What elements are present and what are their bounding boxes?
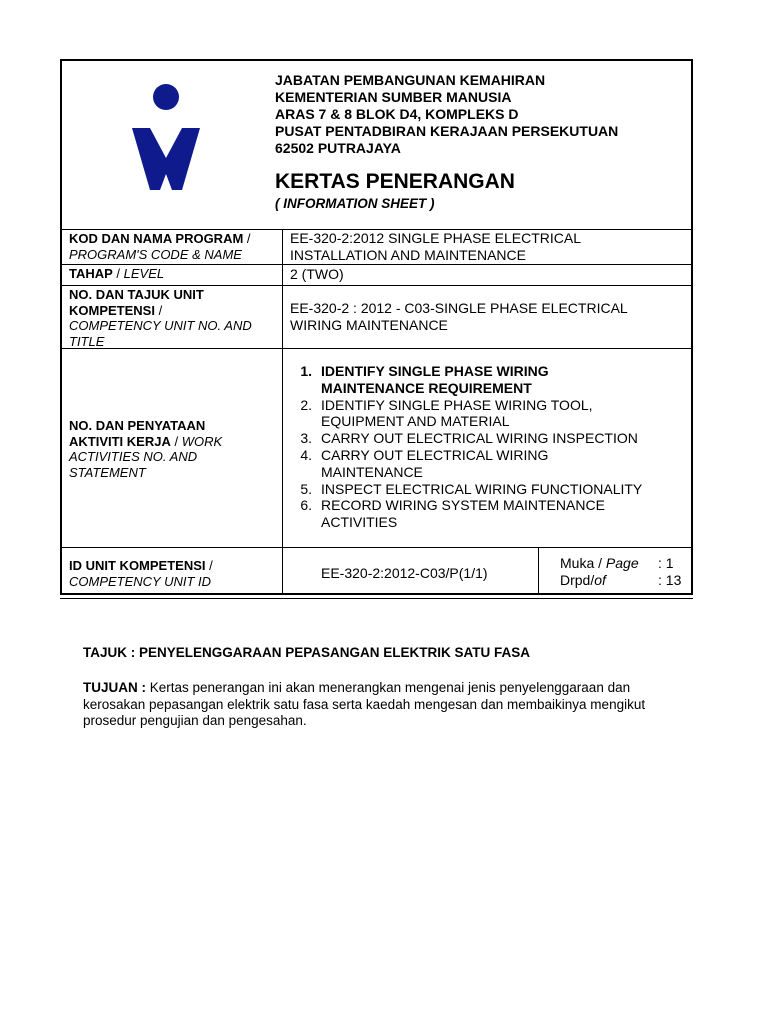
org-line: 62502 PUTRAJAYA xyxy=(275,140,401,156)
activity-item: 4. CARRY OUT ELECTRICAL WIRING MAINTENANCE xyxy=(300,446,549,480)
work-activities-label: NO. DAN PENYATAAN AKTIVITI KERJA / WORK ACTIVITIES NO. AND STATEMENT xyxy=(69,418,223,480)
document-subtitle: ( INFORMATION SHEET ) xyxy=(275,196,435,211)
table-divider xyxy=(62,285,691,286)
program-label: KOD DAN NAMA PROGRAM / PROGRAM'S CODE & NAME xyxy=(69,231,251,262)
table-divider xyxy=(62,547,691,548)
page-count-label: Muka / Page Drpd/of xyxy=(560,555,639,588)
unit-id-label: ID UNIT KOMPETENSI / COMPETENCY UNIT ID xyxy=(69,558,213,589)
column-divider xyxy=(538,547,539,593)
org-line: ARAS 7 & 8 BLOK D4, KOMPLEKS D xyxy=(275,106,519,122)
activity-item: 1. IDENTIFY SINGLE PHASE WIRING MAINTENANCE REQUIREMENT xyxy=(300,363,549,396)
work-activities-list xyxy=(290,363,642,531)
objective-paragraph xyxy=(83,680,693,730)
level-value: 2 (TWO) xyxy=(290,266,344,282)
table-divider xyxy=(62,264,691,265)
document-header-table xyxy=(60,59,693,595)
org-line: KEMENTERIAN SUMBER MANUSIA xyxy=(275,89,512,105)
total-pages: : 13 xyxy=(658,572,682,588)
level-label: TAHAP / LEVEL xyxy=(69,266,165,281)
section-title: TAJUK : PENYELENGGARAAN PEPASANGAN ELEKTRIK SATU FASA xyxy=(83,645,531,660)
document-title: KERTAS PENERANGAN xyxy=(275,170,515,193)
activity-item: 3. CARRY OUT ELECTRICAL WIRING INSPECTION xyxy=(300,430,638,447)
activity-item: 5. INSPECT ELECTRICAL WIRING FUNCTIONALITY xyxy=(300,480,643,497)
org-line: PUSAT PENTADBIRAN KERAJAAN PERSEKUTUAN xyxy=(275,123,619,139)
jpk-logo-icon xyxy=(132,82,200,190)
unit-id-value: EE-320-2:2012-C03/P(1/1) xyxy=(321,565,488,581)
column-divider xyxy=(282,229,283,593)
org-line: JABATAN PEMBANGUNAN KEMAHIRAN xyxy=(275,72,546,88)
program-value: EE-320-2:2012 SINGLE PHASE ELECTRICAL INSTALLATION AND MAINTENANCE xyxy=(290,230,582,263)
organization-address xyxy=(275,72,618,157)
page-number: : 1 xyxy=(658,555,674,571)
objective-label: TUJUAN : xyxy=(83,680,146,695)
competency-unit-value: EE-320-2 : 2012 - C03-SINGLE PHASE ELECTRICAL WIRING MAINTENANCE xyxy=(290,300,628,333)
objective-text: Kertas penerangan ini akan menerangkan mengenai jenis penyelenggaraan dan kerosakan pepasangan elektrik satu fasa serta kaedah mengesan dan membaikinya mengikut prosedur pengujian dan pengesahan. xyxy=(83,680,646,728)
competency-unit-label: NO. DAN TAJUK UNIT KOMPETENSI / COMPETENCY UNIT NO. AND TITLE xyxy=(69,287,252,349)
activity-item: 2. IDENTIFY SINGLE PHASE WIRING TOOL, EQUIPMENT AND MATERIAL xyxy=(300,396,593,430)
activity-item: 6. RECORD WIRING SYSTEM MAINTENANCE ACTIVITIES xyxy=(300,497,605,531)
